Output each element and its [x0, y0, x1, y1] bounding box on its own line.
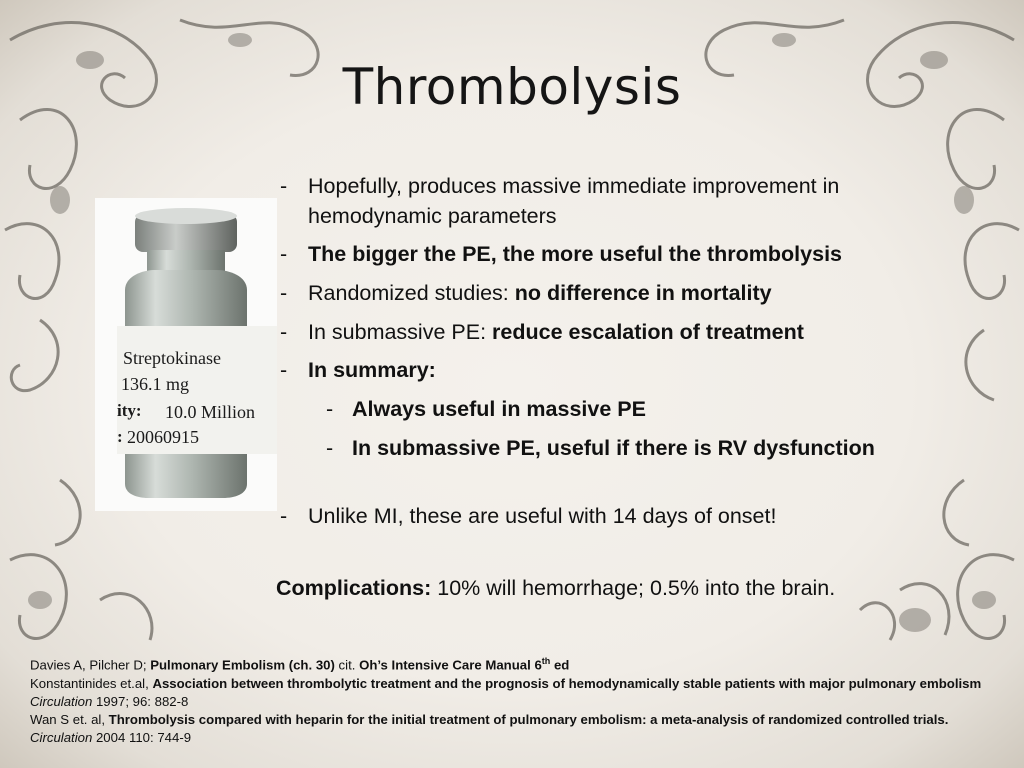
vial-label-dose: 136.1 mg	[121, 374, 190, 394]
bullet-text: Unlike MI, these are useful with 14 days of onset!	[308, 504, 777, 529]
vial-label-lot: 20060915	[127, 427, 199, 447]
slide-title: Thrombolysis	[342, 58, 682, 116]
references	[30, 655, 990, 747]
vial-label-activity-prefix: ity:	[117, 401, 142, 420]
bullet-submassive: - In submassive PE: reduce escalation of treatment	[280, 319, 804, 344]
bullet-improvement: - Hopefully, produces massive immediate improvement in hemodynamic parameters	[280, 174, 840, 228]
bullet-emphasis: no difference in mortality	[514, 280, 772, 305]
bullet-bigger-pe: - The bigger the PE, the more useful the thrombolysis	[280, 242, 842, 267]
bullet-text: Randomized studies:	[308, 280, 515, 305]
vial-label-name: Streptokinase	[123, 348, 221, 368]
bullet-text: In summary:	[308, 358, 436, 383]
bullet-list	[276, 172, 956, 541]
reference-2: Konstantinides et.al, Association between thrombolytic treatment and the prognosis of hemodynamically stable patients with major pulmonary embolism Circulation 1997; 96: 882-8	[30, 675, 982, 709]
complications-line	[276, 576, 835, 601]
bullet-unlike-mi: - Unlike MI, these are useful with 14 days of onset!	[280, 504, 777, 529]
complications-label: Complications:	[276, 576, 432, 600]
reference-1: Davies A, Pilcher D; Pulmonary Embolism (ch. 30) cit. Oh’s Intensive Care Manual 6th ed	[30, 656, 570, 673]
bullet-summary: - In summary:	[280, 358, 436, 383]
complications-text: 10% will hemorrhage; 0.5% into the brain.	[431, 576, 836, 600]
vial-label-activity: 10.0 Million	[165, 402, 256, 422]
vial-label-lot-prefix: :	[117, 427, 123, 446]
bullet-text: In submassive PE, useful if there is RV dysfunction	[352, 435, 875, 460]
bullet-text: The bigger the PE, the more useful the thrombolysis	[308, 242, 842, 267]
sub-bullet-massive: - Always useful in massive PE	[326, 396, 646, 421]
bullet-randomized: - Randomized studies: no difference in mortality	[280, 280, 772, 305]
sub-bullet-rv-dysfunction: - In submassive PE, useful if there is RV dysfunction	[326, 435, 875, 460]
bullet-emphasis: reduce escalation of treatment	[492, 319, 804, 344]
bullet-text: Hopefully, produces massive immediate improvement in hemodynamic parameters	[308, 174, 840, 228]
streptokinase-vial-image	[95, 198, 277, 511]
bullet-text: Always useful in massive PE	[352, 396, 646, 421]
reference-3: Wan S et. al, Thrombolysis compared with heparin for the initial treatment of pulmonary embolism: a meta-analysis of randomized controlled trials. Circulation 2004 110: 744-9	[30, 712, 949, 746]
bullet-text: In submassive PE:	[308, 319, 493, 344]
